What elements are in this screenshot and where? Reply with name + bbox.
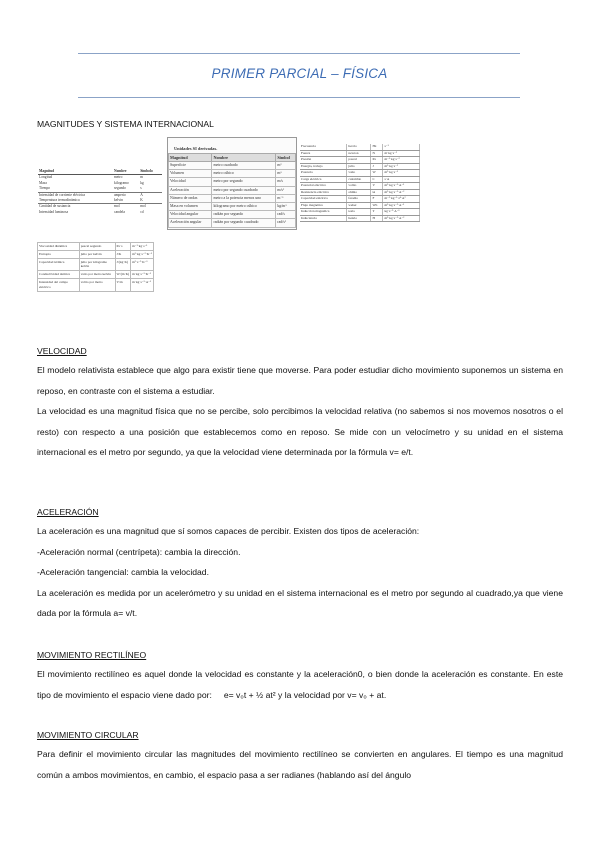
- table-cell: Superficie: [169, 162, 212, 170]
- table-special-units: [300, 144, 420, 230]
- table-cell: T: [371, 209, 383, 216]
- table-cell: Ω: [371, 189, 383, 196]
- table-cell: m/s: [276, 178, 296, 186]
- rectilineo-text-a: El movimiento rectilíneo es aquel donde la velocidad es constante y la aceleración0, o bien donde la aceleración es constante. En este tipo de movimiento el espacio viene dado por:: [37, 669, 563, 700]
- table-cell: m·kg·s⁻²: [383, 150, 420, 157]
- table-cell: tesla: [347, 209, 371, 216]
- table-thermal-units: [37, 242, 154, 326]
- table-cell: Intensidad de corriente eléctrica: [39, 192, 85, 197]
- table-basic-units: [38, 169, 162, 239]
- table-cell: kg·s⁻²·A⁻¹: [383, 209, 420, 216]
- table-cell: K: [139, 198, 162, 204]
- table-header-cell: Magnitud: [38, 169, 113, 175]
- table-cell: m⁻¹: [276, 194, 296, 202]
- table-cell: m⁻¹·kg·s⁻¹: [131, 243, 154, 251]
- table-cell: weber: [347, 202, 371, 209]
- paragraph: La aceleración es una magnitud que sí somos capaces de percibir. Existen dos tipos de aceleración:: [37, 526, 420, 536]
- table-cell: Aceleración: [169, 186, 212, 194]
- table-cell: Potencia: [300, 170, 347, 177]
- paragraph: -Aceleración normal (centrípeta): cambia la dirección.: [37, 546, 241, 557]
- table-cell: Aceleración angular: [169, 219, 212, 227]
- table-cell: Hz: [371, 144, 383, 150]
- table-cell: metro por segundo: [212, 178, 276, 186]
- table-cell: H: [371, 215, 383, 222]
- paragraph: Para definir el movimiento circular las magnitudes del movimiento rectilíneo se convierten en angulares. El tiempo es una magnitud común a ambos movimientos, en cambio, el espacio pasa a ser radianes (hablando así del ángulo: [37, 749, 563, 780]
- table-cell: Entropía: [38, 250, 80, 258]
- table-cell: Presión: [300, 157, 347, 164]
- section-velocidad-body: [37, 360, 563, 463]
- top-rule: [78, 53, 520, 54]
- table-cell: m⁻¹·kg·s⁻²: [383, 157, 420, 164]
- table-cell: mol: [113, 204, 120, 209]
- table-cell: m: [140, 175, 143, 180]
- table-header-cell: Símbol: [276, 154, 296, 162]
- table-cell: pascal: [347, 157, 371, 164]
- section-circular-body: [37, 744, 563, 785]
- table-cell: Potencial eléctrico: [300, 183, 347, 190]
- table-cell: Pa·s: [115, 243, 131, 251]
- page-title: PRIMER PARCIAL – FÍSICA: [211, 66, 388, 81]
- table-cell: Flujo magnético: [300, 202, 347, 209]
- heading-magnitudes: MAGNITUDES Y SISTEMA INTERNACIONAL: [37, 119, 214, 129]
- heading-rectilineo: MOVIMIENTO RECTILÍNEO: [37, 650, 147, 660]
- table-cell: m²·kg·s⁻³: [383, 170, 420, 177]
- table-derived-caption: Unidades SI derivadas.: [174, 146, 218, 151]
- paragraph: La velocidad es una magnitud física que no se percibe, solo percibimos la velocidad relativa (no sabemos si nos movemos nosotros o el resto) con respecto a una posición que establecemos como en reposo. Se mide con un velocímetro y su unidad en el sistema internacional es el metro por segundo, ya que la velocidad viene determinada por la fórmula v= e/t.: [37, 406, 563, 458]
- table-cell: m²: [276, 162, 296, 170]
- table-cell: Frecuencia: [300, 144, 347, 150]
- table-cell: m²·kg·s⁻³·A⁻¹: [383, 183, 420, 190]
- table-cell: rad/s: [276, 211, 296, 219]
- table-cell: kilogramo por metro cúbico: [212, 203, 276, 211]
- table-cell: C: [371, 176, 383, 183]
- table-cell: Wb: [371, 202, 383, 209]
- table-cell: Número de ondas: [169, 194, 212, 202]
- table-row: [38, 250, 154, 258]
- table-cell: julio: [347, 163, 371, 170]
- section-aceleracion-body: [37, 521, 563, 624]
- paragraph-rectilineo: [37, 664, 563, 705]
- table-cell: Inductancia: [300, 215, 347, 222]
- table-cell: Longitud: [39, 175, 53, 180]
- table-row: [169, 219, 296, 227]
- table-cell: hercio: [347, 144, 371, 150]
- table-cell: Conductividad térmica: [38, 271, 80, 279]
- table-cell: kg/m³: [276, 203, 296, 211]
- table-row: [169, 162, 296, 170]
- table-cell: V: [371, 183, 383, 190]
- table-cell: Energía, trabajo: [300, 163, 347, 170]
- table-cell: candela: [113, 209, 125, 214]
- table-derived-units: [167, 137, 297, 230]
- table-cell: m·kg·s⁻³·K⁻¹: [131, 271, 154, 279]
- table-cell: J/(kg·K): [115, 258, 131, 271]
- table-cell: V/m: [115, 278, 131, 291]
- table-cell: ohmio: [347, 189, 371, 196]
- table-cell: faradio: [347, 196, 371, 203]
- table-cell: metro cuadrado: [212, 162, 276, 170]
- table-cell: rad/s²: [276, 219, 296, 227]
- table-cell: m²·s⁻²·K⁻¹: [131, 258, 154, 271]
- table-cell: F: [371, 196, 383, 203]
- heading-velocidad: VELOCIDAD: [37, 346, 87, 356]
- table-cell: s: [139, 186, 162, 192]
- table-cell: Viscosidad dinámica: [38, 243, 80, 251]
- table-cell: vatio: [347, 170, 371, 177]
- table-cell: s·A: [383, 176, 420, 183]
- paragraph: -Aceleración tangencial: cambia la velocidad.: [37, 567, 209, 578]
- table-cell: A: [140, 192, 143, 197]
- table-header-cell: Magnitud: [169, 154, 212, 162]
- table-row: [169, 178, 296, 186]
- table-cell: m²·kg·s⁻²·A⁻¹: [383, 202, 420, 209]
- table-cell: voltio: [347, 183, 371, 190]
- table-cell: Intensidad del campo eléctrico: [38, 278, 80, 291]
- table-cell: radián por segundo: [212, 211, 276, 219]
- table-cell: W: [371, 170, 383, 177]
- table-cell: henrio: [347, 215, 371, 222]
- table-row: [169, 170, 296, 178]
- section-rectilineo-body: [37, 664, 563, 705]
- table-cell: pascal segundo: [79, 243, 115, 251]
- table-cell: amperio: [113, 192, 126, 197]
- table-cell: m²·kg·s⁻³·A⁻²: [383, 189, 420, 196]
- table-cell: julio por kilogramo kelvin: [79, 258, 115, 271]
- table-cell: m·kg·s⁻³·A⁻¹: [131, 278, 154, 291]
- table-cell: voltio por metro: [79, 278, 115, 291]
- table-cell: Pa: [371, 157, 383, 164]
- heading-circular: MOVIMIENTO CIRCULAR: [37, 730, 139, 740]
- table-cell: Velocidad angular: [169, 211, 212, 219]
- table-cell: metro por segundo cuadrado: [212, 186, 276, 194]
- table-cell: J/K: [115, 250, 131, 258]
- table-cell: julio por kelvin: [79, 250, 115, 258]
- table-cell: Inducción magnética: [300, 209, 347, 216]
- table-cell: Cantidad de sustancia: [39, 204, 71, 209]
- table-cell: Velocidad: [169, 178, 212, 186]
- table-header-cell: Nombre: [113, 169, 139, 175]
- table-cell: Resistencia eléctrica: [300, 189, 347, 196]
- table-cell: Carga eléctrica: [300, 176, 347, 183]
- table-cell: Capacidad eléctrica: [300, 196, 347, 203]
- table-row: [300, 215, 420, 222]
- table-row: [38, 271, 154, 279]
- table-row: [38, 278, 154, 291]
- table-cell: m⁻²·kg⁻¹·s⁴·A²: [383, 196, 420, 203]
- table-row: [169, 194, 296, 202]
- table-cell: Fuerza: [300, 150, 347, 157]
- table-cell: Masa: [39, 180, 47, 185]
- table-cell: Volumen: [169, 170, 212, 178]
- table-cell: culombio: [347, 176, 371, 183]
- table-cell: m²·kg·s⁻²: [383, 163, 420, 170]
- table-cell: kelvin: [113, 198, 139, 204]
- table-row: [169, 211, 296, 219]
- table-cell: cd: [140, 209, 144, 214]
- table-row: [38, 243, 154, 251]
- table-cell: newton: [347, 150, 371, 157]
- table-cell: kg: [140, 180, 144, 185]
- table-cell: m/s²: [276, 186, 296, 194]
- table-cell: N: [371, 150, 383, 157]
- table-header-cell: Nombre: [212, 154, 276, 162]
- table-cell: Masa en volumen: [169, 203, 212, 211]
- table-cell: vatio por metro kelvin: [79, 271, 115, 279]
- paragraph: El modelo relativista establece que algo para existir tiene que moverse. Para poder estudiar dicho movimiento suponemos un sistema en reposo, en contraste con el sistema a estudiar.: [37, 365, 563, 396]
- table-row: [169, 203, 296, 211]
- table-cell: segundo: [113, 186, 139, 192]
- table-cell: Intensidad luminosa: [39, 209, 69, 214]
- table-row: [38, 258, 154, 271]
- table-cell: metro: [113, 175, 123, 180]
- table-row: [169, 186, 296, 194]
- table-cell: J: [371, 163, 383, 170]
- table-cell: W/(m·K): [115, 271, 131, 279]
- heading-aceleracion: ACELERACIÓN: [37, 507, 99, 517]
- table-cell: mol: [140, 204, 146, 209]
- table-cell: kilogramo: [113, 180, 129, 185]
- table-cell: m²·kg·s⁻²·A⁻²: [383, 215, 420, 222]
- rectilineo-text-b: y la velocidad por v= v₀ + at.: [278, 689, 387, 700]
- paragraph: La aceleración es medida por un acelerómetro y su unidad en el sistema internacional es el metro por segundo al cuadrado,ya que viene dada por la fórmula a= v/t.: [37, 587, 563, 619]
- table-cell: m³: [276, 170, 296, 178]
- table-cell: radián por segundo cuadrado: [212, 219, 276, 227]
- table-cell: metro a la potencia menos uno: [212, 194, 276, 202]
- table-row: [38, 210, 162, 215]
- table-header-cell: Símbolo: [139, 169, 162, 175]
- table-cell: s⁻¹: [383, 144, 420, 150]
- table-cell: Capacidad térmica: [38, 258, 80, 271]
- table-cell: Tiempo: [38, 186, 113, 192]
- title-underline-rule: [78, 97, 520, 98]
- table-cell: m²·kg·s⁻²·K⁻¹: [131, 250, 154, 258]
- formula-espacio: e= v₀t + ½ at²: [223, 689, 276, 700]
- table-cell: Temperatura termodinámica: [38, 198, 113, 204]
- table-cell: metro cúbico: [212, 170, 276, 178]
